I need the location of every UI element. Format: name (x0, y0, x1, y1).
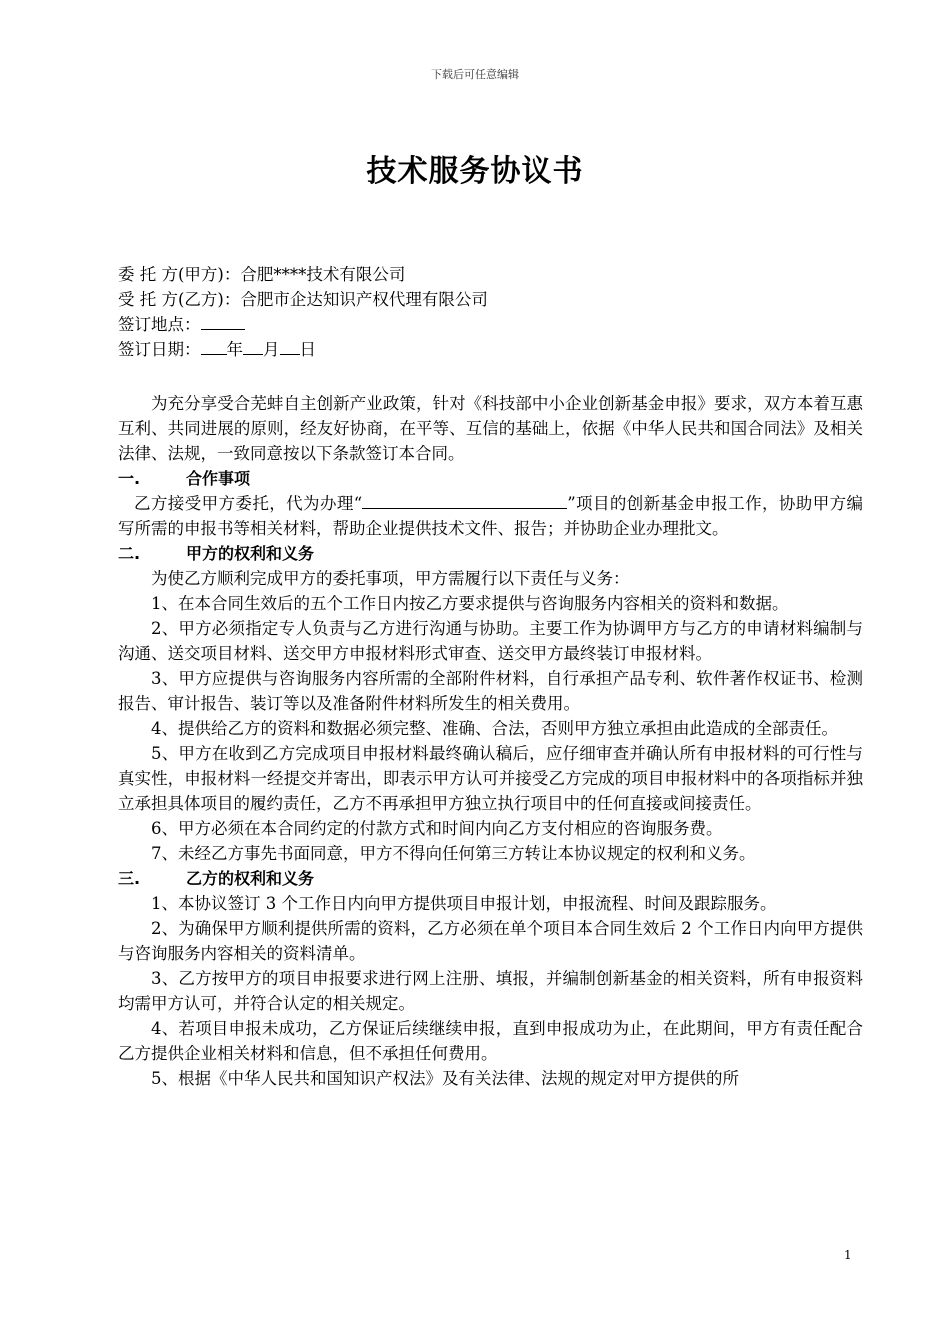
section-1-text-before: 乙方接受甲方委托，代为办理“ (134, 494, 363, 513)
section-1-text-after: ”项目的创新基金申报工作，协助甲方编写所需的申报书等相关材料，帮助企业提供技术文件、报告；并协助企业办理批文。 (118, 494, 864, 538)
list-item: 4、提供给乙方的资料和数据必须完整、准确、合法，否则甲方独立承担由此造成的全部责任。 (151, 719, 838, 738)
client-party: 委 托 方(甲方)：合肥****技术有限公司 (118, 265, 406, 284)
section-title: 乙方的权利和义务 (186, 869, 315, 888)
list-item: 7、未经乙方事先书面同意，甲方不得向任何第三方转让本协议规定的权利和义务。 (151, 844, 756, 863)
section-number: 一. (118, 469, 141, 488)
list-item: 5、根据《中华人民共和国知识产权法》及有关法律、法规的规定对甲方提供的所 (151, 1069, 739, 1088)
header-note: 下载后可任意编辑 (431, 68, 519, 81)
list-item: 1、本协议签订 3 个工作日内向甲方提供项目申报计划，申报流程、时间及跟踪服务。 (151, 894, 777, 913)
date-day-blank (280, 338, 300, 355)
list-item: 2、甲方必须指定专人负责与乙方进行沟通与协助。主要工作为协调甲方与乙方的申请材料编制与沟通、送交项目材料、送交甲方申报材料形式审查、送交甲方最终装订申报材料。 (118, 619, 863, 663)
section-title: 合作事项 (186, 469, 251, 488)
list-item: 6、甲方必须在本合同约定的付款方式和时间内向乙方支付相应的咨询服务费。 (151, 819, 723, 838)
list-item: 5、甲方在收到乙方完成项目申报材料最终确认稿后，应仔细审查并确认所有申报材料的可行性与真实性，申报材料一经提交并寄出，即表示甲方认可并接受乙方完成的项目申报材料中的各项指标并独立承担具体项目的履约责任，乙方不再承担甲方独立执行项目中的任何直接或间接责任。 (118, 744, 863, 813)
intro-paragraph: 为充分享受合芜蚌自主创新产业政策，针对《科技部中小企业创新基金申报》要求，双方本着互惠互利、共同进展的原则，经友好协商，在平等、互信的基础上，依据《中华人民共和国合同法》及相关法律、法规，一致同意按以下条款签订本合同。 (118, 394, 863, 463)
section-heading-2 (118, 541, 863, 566)
project-name-blank (362, 492, 567, 509)
agent-party: 受 托 方(乙方)：合肥市企达知识产权代理有限公司 (118, 290, 488, 309)
section-title: 甲方的权利和义务 (186, 544, 315, 563)
section-1-body (118, 491, 863, 541)
signing-date (118, 337, 863, 362)
section-number: 二. (118, 544, 141, 563)
signing-place-label: 签订地点： (118, 315, 201, 334)
section-heading-1 (118, 466, 863, 491)
list-item: 1、在本合同生效后的五个工作日内按乙方要求提供与咨询服务内容相关的资料和数据。 (151, 594, 789, 613)
date-month-blank (243, 338, 263, 355)
list-item: 4、若项目申报未成功，乙方保证后续继续申报，直到申报成功为止，在此期间，甲方有责任配合乙方提供企业相关材料和信息，但不承担任何费用。 (118, 1019, 863, 1063)
list-item: 3、甲方应提供与咨询服务内容所需的全部附件材料，自行承担产品专利、软件著作权证书、检测报告、审计报告、装订等以及准备附件材料所发生的相关费用。 (118, 669, 863, 713)
document-title: 技术服务协议书 (366, 154, 584, 189)
section-2-lead: 为使乙方顺利完成甲方的委托事项，甲方需履行以下责任与义务： (151, 569, 630, 588)
date-month-label: 月 (263, 340, 280, 359)
signing-date-label: 签订日期： (118, 340, 201, 359)
date-day-label: 日 (299, 340, 316, 359)
signing-place-blank (201, 313, 245, 330)
page-number: 1 (844, 1248, 852, 1262)
list-item: 3、乙方按甲方的项目申报要求进行网上注册、填报，并编制创新基金的相关资料，所有申报资料均需甲方认可，并符合认定的相关规定。 (118, 969, 863, 1013)
section-heading-3 (118, 866, 863, 891)
date-year-label: 年 (226, 340, 243, 359)
document-body (118, 262, 863, 1091)
date-year-blank (201, 338, 227, 355)
section-number: 三. (118, 869, 141, 888)
list-item: 2、为确保甲方顺利提供所需的资料，乙方必须在单个项目本合同生效后 2 个工作日内向甲方提供与咨询服务内容相关的资料清单。 (118, 919, 863, 963)
signing-place (118, 312, 863, 337)
